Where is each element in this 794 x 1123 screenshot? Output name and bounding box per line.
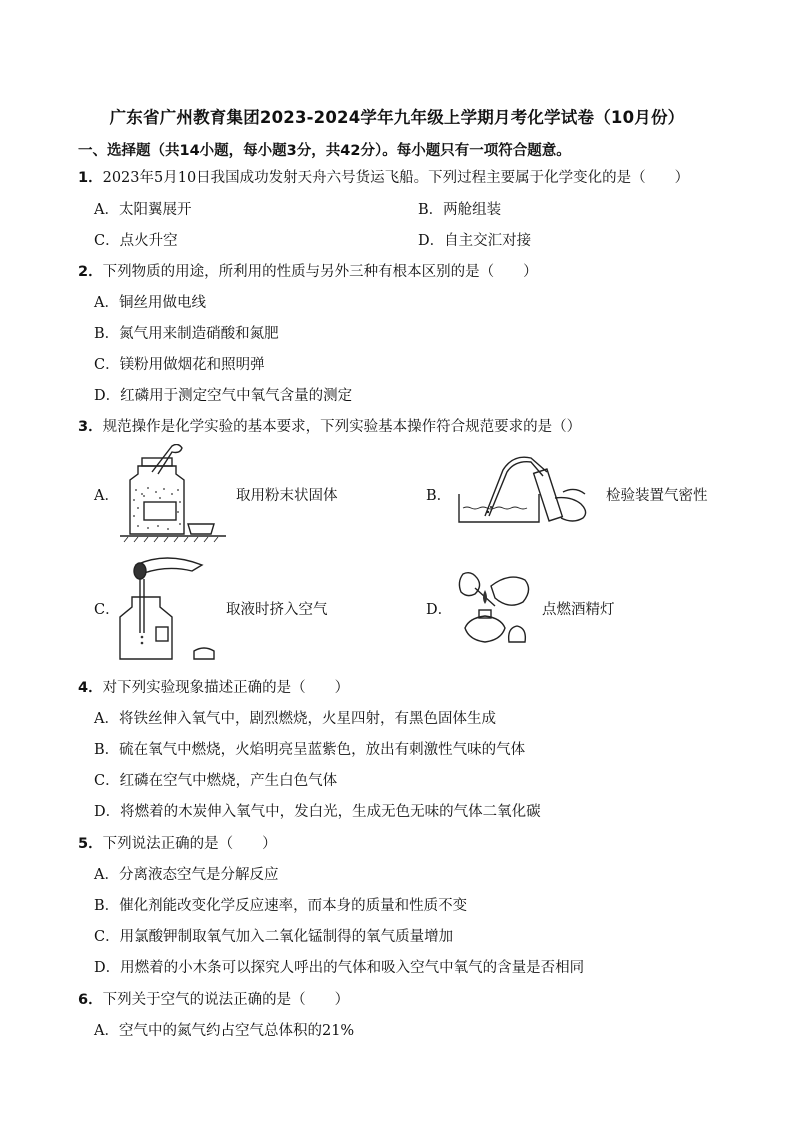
option-c: C．镁粉用做烟花和照明弹 bbox=[94, 357, 265, 373]
section-heading: 一、选择题（共14小题，每小题3分，共42分）。每小题只有一项符合题意。 bbox=[78, 143, 571, 159]
question-number: 5． bbox=[78, 836, 103, 852]
option-c: C．点火升空 bbox=[94, 233, 178, 249]
question-number: 2． bbox=[78, 264, 103, 280]
question-number: 6． bbox=[78, 992, 103, 1008]
option-d: D． bbox=[426, 602, 453, 618]
option-a: A．空气中的氮气约占空气总体积的21% bbox=[94, 1023, 355, 1039]
alcohol-lamp-illustration bbox=[447, 566, 537, 654]
option-d: D．红磷用于测定空气中氧气含量的测定 bbox=[94, 388, 353, 404]
dropper-illustration bbox=[116, 553, 222, 665]
option-b-caption: 检验装置气密性 bbox=[606, 488, 708, 504]
option-b: B．两舱组装 bbox=[418, 202, 502, 218]
option-b: B． bbox=[426, 488, 452, 504]
option-c: C． bbox=[94, 602, 120, 618]
option-a-caption: 取用粉末状固体 bbox=[236, 488, 338, 504]
airtightness-test-illustration bbox=[455, 452, 595, 532]
option-a: A． bbox=[94, 488, 119, 504]
question-4 bbox=[78, 676, 349, 697]
question-3 bbox=[78, 415, 581, 436]
question-6 bbox=[78, 988, 349, 1009]
question-stem: 对下列实验现象描述正确的是（ ） bbox=[102, 680, 350, 696]
question-1 bbox=[78, 166, 689, 187]
option-d: D．将燃着的木炭伸入氧气中，发白光，生成无色无味的气体二氧化碳 bbox=[94, 804, 541, 820]
powder-bottle-illustration bbox=[118, 444, 228, 546]
option-c-caption: 取液时挤入空气 bbox=[226, 602, 328, 618]
option-b: B．氮气用来制造硝酸和氮肥 bbox=[94, 326, 279, 342]
option-b: B．硫在氧气中燃烧，火焰明亮呈蓝紫色，放出有刺激性气味的气体 bbox=[94, 742, 526, 758]
question-stem: 下列物质的用途，所利用的性质与另外三种有根本区别的是（ ） bbox=[102, 264, 538, 280]
option-a: A．太阳翼展开 bbox=[94, 202, 192, 218]
question-5 bbox=[78, 832, 277, 853]
option-a: A．铜丝用做电线 bbox=[94, 295, 206, 311]
option-d-caption: 点燃酒精灯 bbox=[542, 602, 615, 618]
question-2 bbox=[78, 260, 538, 281]
option-b: B．催化剂能改变化学反应速率，而本身的质量和性质不变 bbox=[94, 898, 468, 914]
exam-title: 广东省广州教育集团2023-2024学年九年级上学期月考化学试卷（10月份） bbox=[109, 108, 685, 127]
question-number: 3． bbox=[78, 419, 103, 435]
question-stem: 下列关于空气的说法正确的是（ ） bbox=[102, 992, 350, 1008]
question-number: 4． bbox=[78, 680, 103, 696]
option-d: D．用燃着的小木条可以探究人呼出的气体和吸入空气中氧气的含量是否相同 bbox=[94, 960, 585, 976]
question-stem: 2023年5月10日我国成功发射天舟六号货运飞船。下列过程主要属于化学变化的是（ ） bbox=[102, 170, 690, 186]
option-c: C．红磷在空气中燃烧，产生白色气体 bbox=[94, 773, 338, 789]
option-a: A．将铁丝伸入氧气中，剧烈燃烧，火星四射，有黑色固体生成 bbox=[94, 711, 496, 727]
option-d: D．自主交汇对接 bbox=[418, 233, 532, 249]
question-stem: 下列说法正确的是（ ） bbox=[102, 836, 277, 852]
option-a: A．分离液态空气是分解反应 bbox=[94, 867, 279, 883]
option-c: C．用氯酸钾制取氧气加入二氧化锰制得的氧气质量增加 bbox=[94, 929, 454, 945]
question-number: 1． bbox=[78, 170, 103, 186]
question-stem: 规范操作是化学实验的基本要求，下列实验基本操作符合规范要求的是（） bbox=[102, 419, 582, 435]
